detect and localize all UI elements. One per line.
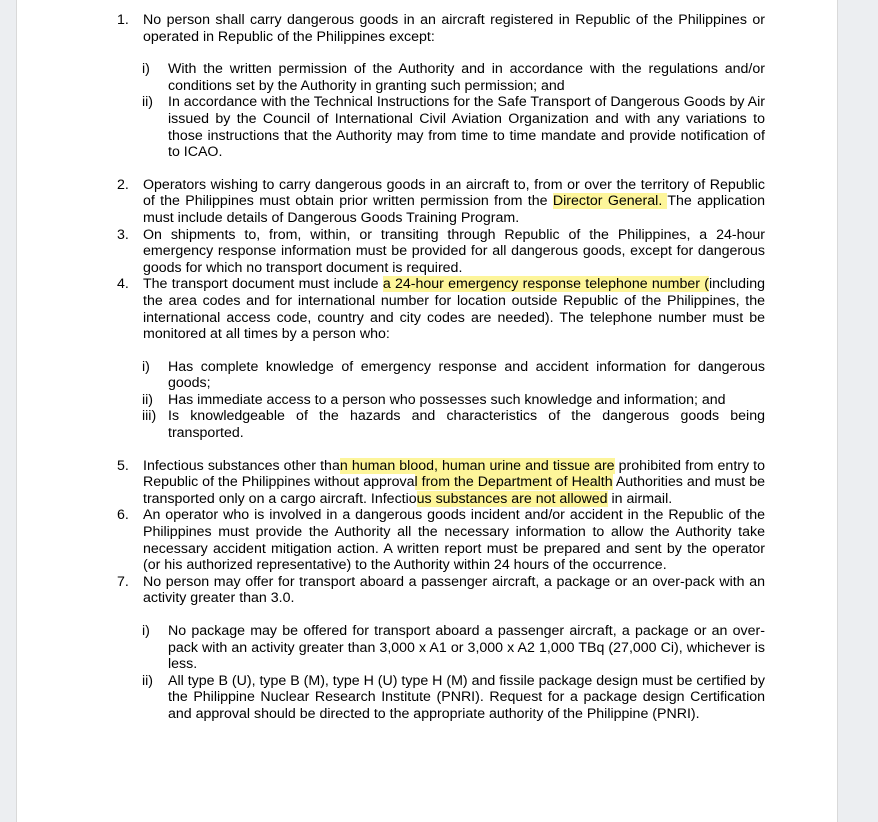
sub-list: [17, 61, 839, 161]
sub-item: [17, 392, 765, 409]
item-text: An operator who is involved in a dangerous goods incident and/or accident in the Republic of the Philippines must provide the Authority all the necessary information to allow the Authority take necessary accident mitigation action. A written report must be prepared and sent by the operator (or his authorized representative) to the Authority within 24 hours of the occurrence.: [143, 507, 765, 574]
item-number: 7.: [117, 573, 129, 590]
sub-item-number: i): [142, 358, 150, 375]
sub-item: [17, 61, 765, 94]
list-item: [17, 276, 765, 342]
list-item: [17, 574, 765, 607]
sub-item-text: All type B (U), type B (M), type H (U) type H (M) and fissile package design must be certified by the Philippine Nuclear Research Institute (PNRI). Request for a package design Certification and approval should be directed to the appropriate authority of the Philippine (PNRI).: [168, 672, 765, 722]
list-item: [17, 507, 765, 573]
list-item: [17, 458, 765, 508]
item-number: 2.: [117, 176, 129, 193]
highlighted-text: us substances are not allowed: [416, 490, 608, 507]
highlighted-text: Director General.: [552, 193, 668, 210]
highlighted-text: n human blood, human urine and tissue are: [339, 457, 615, 474]
highlighted-text: l from the Department of Health: [414, 474, 613, 491]
sub-item-text: Has immediate access to a person who possesses such knowledge and information; and: [168, 391, 726, 408]
sub-list: [17, 623, 839, 723]
item-text: prohibited from entry to Republic of the Philippines without approva: [143, 457, 766, 491]
sub-item: [17, 623, 765, 673]
item-text: Infectious substances other tha: [143, 457, 340, 474]
sub-item-number: ii): [142, 391, 154, 408]
sub-item: [17, 94, 765, 160]
highlighted-text: a 24-hour emergency response telephone number (: [382, 276, 709, 293]
item-text: The application must include details of Dangerous Goods Training Program.: [143, 193, 765, 226]
sub-item: [17, 673, 765, 723]
item-text: On shipments to, from, within, or transiting through Republic of the Philippines, a 24-hour emergency response information must be provided for all dangerous goods, except for dangerous goods for which no transport document is required.: [143, 226, 765, 276]
sub-item-text: With the written permission of the Authority and in accordance with the regulations and/or conditions set by the Authority in granting such permission; and: [168, 61, 765, 94]
list-item: [17, 177, 765, 227]
sub-list: [17, 359, 839, 442]
regulation-list: [17, 12, 839, 739]
sub-item: [17, 408, 765, 441]
sub-item-number: ii): [142, 672, 154, 689]
sub-item-number: i): [142, 61, 150, 78]
sub-item-number: i): [142, 623, 150, 639]
list-item: [17, 227, 765, 277]
item-number: 1.: [117, 12, 129, 28]
item-text: in airmail.: [607, 490, 673, 507]
item-number: 4.: [117, 276, 129, 293]
sub-item-text: In accordance with the Technical Instructions for the Safe Transport of Dangerous Goods by Air issued by the Council of International Civil Aviation Organization and with any variations to those instructions that the Authority may from time to time mandate and provide notification of to ICAO.: [168, 94, 765, 161]
sub-item-text: No package may be offered for transport aboard a passenger aircraft, a package or an over-pack with an activity greater than 3,000 x A1 or 3,000 x A2 1,000 TBq (27,000 Ci), whichever is less.: [168, 623, 765, 673]
document-page: [16, 0, 838, 822]
item-number: 5.: [117, 457, 129, 474]
sub-item-text: Is knowledgeable of the hazards and characteristics of the dangerous goods being transported.: [168, 408, 765, 442]
sub-item-text: Has complete knowledge of emergency response and accident information for dangerous goods;: [168, 358, 765, 392]
item-number: 6.: [117, 507, 129, 524]
item-text: Operators wishing to carry dangerous goods in an aircraft to, from or over the territory of Republic of the Philippines must obtain prior written permission from the: [143, 176, 765, 210]
sub-item: [17, 359, 765, 392]
item-text: The transport document must include: [143, 276, 383, 293]
item-text: Authorities and must be transported only on a cargo aircraft. Infectio: [143, 474, 765, 507]
sub-item-number: ii): [142, 94, 154, 111]
item-text: including the area codes and for international number for location outside Republic of the Philippines, the international access code, country and city codes are needed). The telephone number must be monitored at all times by a person who:: [143, 276, 765, 343]
item-number: 3.: [117, 226, 129, 243]
item-text: No person may offer for transport aboard a passenger aircraft, a package or an over-pack with an activity greater than 3.0.: [143, 573, 765, 607]
item-text: No person shall carry dangerous goods in an aircraft registered in Republic of the Philippines or operated in Republic of the Philippines except:: [143, 12, 765, 45]
sub-item-number: iii): [142, 408, 157, 425]
list-item: [17, 12, 765, 45]
